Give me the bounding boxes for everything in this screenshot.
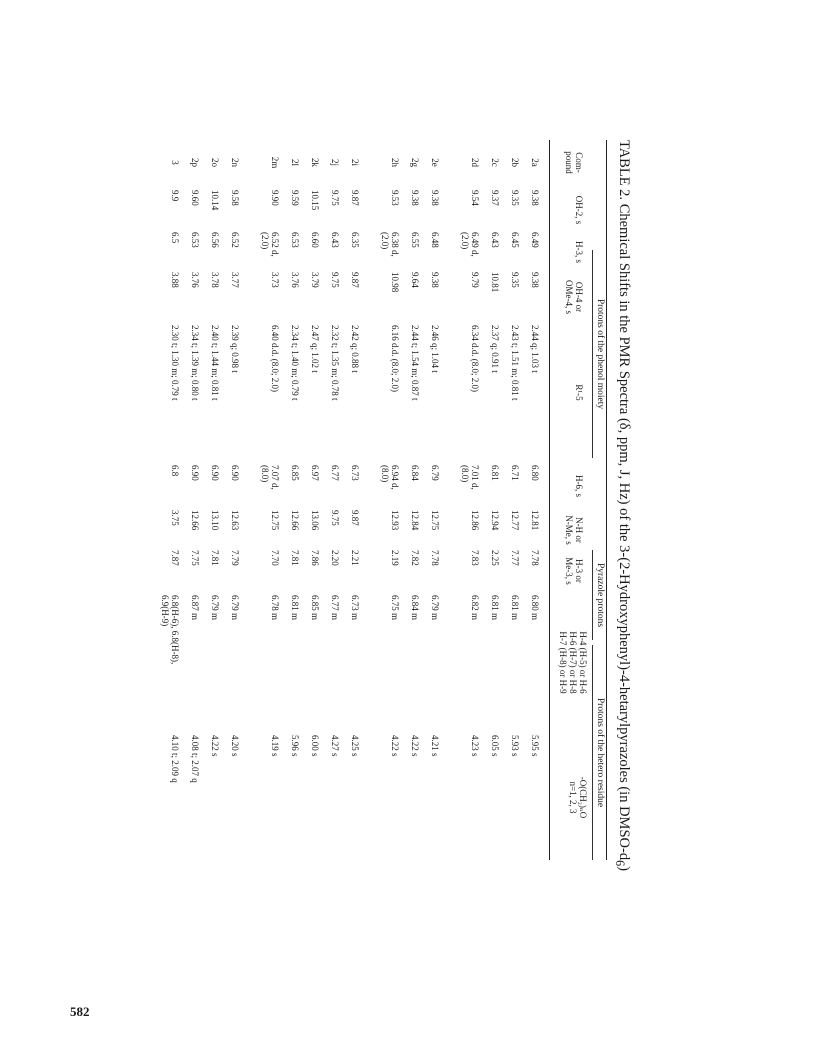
table-cell: 10.14 xyxy=(210,190,220,211)
caption-suffix: ) xyxy=(616,866,632,871)
table-cell: 2.30 t; 1.30 m; 0.79 t xyxy=(170,325,180,401)
table-cell: 9.38 xyxy=(410,190,420,206)
table-cell: 12.63 xyxy=(230,510,240,531)
table-cell: 6.81 m xyxy=(490,595,500,621)
table-cell: 3.76 xyxy=(290,272,300,288)
table-cell: 3.77 xyxy=(230,272,240,288)
table-cell: 4.20 s xyxy=(230,735,240,757)
table-cell: 9.35 xyxy=(510,272,520,288)
table-cell: 6.8(H-6), 6.8(H-8), 6.9(H-9) xyxy=(160,595,180,665)
table-cell: 3.79 xyxy=(310,272,320,288)
table-cell: 12.66 xyxy=(190,510,200,531)
table-cell: 6.34 d.d. (8.0; 2.0) xyxy=(470,325,480,392)
table-cell: 9.37 xyxy=(490,190,500,206)
caption-prefix: TABLE 2. xyxy=(616,140,632,201)
table-cell: 6.45 xyxy=(510,232,520,248)
table-cell: 6.90 xyxy=(190,465,200,481)
rotated-table-page xyxy=(160,140,632,871)
table-cell: 9.38 xyxy=(530,190,540,206)
table-top-rule xyxy=(606,140,607,860)
table-cell: 2.39 q; 0.98 t xyxy=(230,325,240,373)
table-cell: 6.79 m xyxy=(210,595,220,621)
table-cell: 10.98 xyxy=(390,272,400,293)
table-cell: 2.44 t; 1.54 m; 0.87 t xyxy=(410,325,420,401)
table-cell: 12.94 xyxy=(490,510,500,531)
table-cell: 4.23 s xyxy=(470,735,480,757)
table-cell: 7.77 xyxy=(510,550,520,566)
table-cell: 6.49 xyxy=(530,232,540,248)
compound-cell: 2l xyxy=(290,158,300,166)
table-cell: 5.95 s xyxy=(530,735,540,757)
table-cell: 6.79 m xyxy=(230,595,240,621)
table-cell: 9.38 xyxy=(430,272,440,288)
table-cell: 6.77 xyxy=(330,465,340,481)
column-header-hetero-aromatic: H-4 (H-5) or H-6 H-6 (H-7) or H-8 H-7 (H-8) or H-9 xyxy=(558,631,588,694)
compound-cell: 2p xyxy=(190,158,200,167)
table-cell: 6.87 m xyxy=(190,595,200,621)
table-cell: 2.21 xyxy=(350,550,360,566)
table-cell: 9.60 xyxy=(190,190,200,206)
table-cell: 6.52 xyxy=(230,232,240,248)
table-cell: 6.73 m xyxy=(350,595,360,621)
compound-cell: 2m xyxy=(270,156,280,169)
table-cell: 2.32 t; 1.35 m; 0.78 t xyxy=(330,325,340,401)
table-cell: 9.53 xyxy=(390,190,400,206)
table-cell: 4.19 s xyxy=(270,735,280,757)
table-cell: 7.01 d, (8.0) xyxy=(460,465,480,490)
table-cell: 9.87 xyxy=(350,510,360,526)
caption-text: Chemical Shifts in the PMR Spectra (δ, ppm, J, Hz) of the 3-(2-Hydroxyphenyl)-4-hetarylpyrazoles (in DMSO-d xyxy=(616,203,632,861)
table-cell: 4.22 s xyxy=(210,735,220,757)
table-cell: 6.84 xyxy=(410,465,420,481)
table-cell: 7.78 xyxy=(530,550,540,566)
table-cell: 6.79 xyxy=(430,465,440,481)
table-cell: 6.43 xyxy=(330,232,340,248)
table-cell: 7.83 xyxy=(470,550,480,566)
column-header-ocho: -O(CH₂)ₙO n=1, 2, 3 xyxy=(568,776,588,819)
table-cell: 10.81 xyxy=(490,272,500,293)
table-cell: 9.75 xyxy=(330,272,340,288)
table-cell: 6.80 xyxy=(530,465,540,481)
compound-cell: 2i xyxy=(350,158,360,166)
table-cell: 2.25 xyxy=(490,550,500,566)
table-cell: 9.87 xyxy=(350,190,360,206)
column-header-compound: Com- pound xyxy=(564,151,584,174)
table-cell: 4.27 s xyxy=(330,735,340,757)
column-header-oh-2: OH-2, s xyxy=(574,195,584,225)
table-cell: 7.70 xyxy=(270,550,280,566)
compound-cell: 2b xyxy=(510,158,520,167)
table-cell: 6.80 m xyxy=(530,595,540,621)
table-cell: 13.06 xyxy=(310,510,320,531)
table-cell: 6.85 xyxy=(290,465,300,481)
group-header-hetero: Protons of the hetero residue xyxy=(595,697,605,808)
table-cell: 9.87 xyxy=(350,272,360,288)
table-cell: 2.37 q; 0.91 t xyxy=(490,325,500,373)
table-cell: 6.85 m xyxy=(310,595,320,621)
column-header-h-3: H-3, s xyxy=(574,241,584,263)
table-cell: 7.78 xyxy=(430,550,440,566)
table-cell: 9.79 xyxy=(470,272,480,288)
group-rule-hetero xyxy=(592,645,593,860)
column-header-h3-me3: H-3 or Me-3, s xyxy=(564,557,584,585)
table-cell: 6.00 s xyxy=(310,735,320,757)
table-cell: 6.79 m xyxy=(430,595,440,621)
table-cell: 4.08 t; 2.07 q xyxy=(190,735,200,783)
table-cell: 9.38 xyxy=(530,272,540,288)
table-cell: 9.75 xyxy=(330,510,340,526)
compound-cell: 2e xyxy=(430,158,440,167)
table-cell: 6.35 xyxy=(350,232,360,248)
column-header-oh-4-ome-4: OH-4 or OMe-4, s xyxy=(564,280,584,314)
table-cell: 6.43 xyxy=(490,232,500,248)
table-cell: 12.75 xyxy=(270,510,280,531)
table-cell: 6.05 s xyxy=(490,735,500,757)
table-cell: 6.5 xyxy=(170,232,180,244)
table-cell: 6.71 xyxy=(510,465,520,481)
table-cell: 6.97 xyxy=(310,465,320,481)
table-cell: 2.43 t; 1.51 m; 0.81 t xyxy=(510,325,520,401)
table-cell: 7.75 xyxy=(190,550,200,566)
table-cell: 2.20 xyxy=(330,550,340,566)
table-cell: 12.77 xyxy=(510,510,520,531)
table-cell: 6.82 m xyxy=(470,595,480,621)
table-cell: 6.81 xyxy=(490,465,500,481)
table-cell: 6.75 m xyxy=(390,595,400,621)
table-cell: 7.81 xyxy=(290,550,300,566)
compound-cell: 3 xyxy=(170,160,180,165)
group-rule-pyrazole xyxy=(592,550,593,640)
compound-cell: 2n xyxy=(230,158,240,167)
table-cell: 12.75 xyxy=(430,510,440,531)
table-cell: 4.10 t; 2.09 q xyxy=(170,735,180,783)
table-cell: 2.19 xyxy=(390,550,400,566)
table-cell: 6.84 m xyxy=(410,595,420,621)
table-cell: 12.84 xyxy=(410,510,420,531)
table-cell: 7.86 xyxy=(310,550,320,566)
table-cell: 2.34 t; 1.40 m; 0.79 t xyxy=(290,325,300,401)
compound-cell: 2c xyxy=(490,158,500,167)
compound-cell: 2j xyxy=(330,158,340,166)
table-cell: 6.52 d, (2.0) xyxy=(260,232,280,257)
table-cell: 3.78 xyxy=(210,272,220,288)
table-cell: 4.22 s xyxy=(390,735,400,757)
table-cell: 9.9 xyxy=(170,190,180,202)
column-header-r1-5: R¹-5 xyxy=(574,384,584,401)
table-cell: 9.58 xyxy=(230,190,240,206)
table-cell: 5.93 s xyxy=(510,735,520,757)
table-cell: 6.53 xyxy=(290,232,300,248)
table-cell: 12.86 xyxy=(470,510,480,531)
table-cell: 6.77 m xyxy=(330,595,340,621)
table-cell: 3.75 xyxy=(170,510,180,526)
compound-cell: 2k xyxy=(310,158,320,167)
table-cell: 6.53 xyxy=(190,232,200,248)
table-cell: 4.25 s xyxy=(350,735,360,757)
table-cell: 7.87 xyxy=(170,550,180,566)
table-cell: 6.38 d, (2.0) xyxy=(380,232,400,257)
table-cell: 7.07 d, (8.0) xyxy=(260,465,280,490)
group-header-pyrazole: Pyrazole protons xyxy=(595,562,605,628)
table-caption xyxy=(608,140,632,871)
compound-cell: 2h xyxy=(390,158,400,167)
table-cell: 13.10 xyxy=(210,510,220,531)
table-cell: 4.21 s xyxy=(430,735,440,757)
compound-cell: 2a xyxy=(530,158,540,167)
table-cell: 6.90 xyxy=(230,465,240,481)
table-cell: 7.79 xyxy=(230,550,240,566)
table-cell: 3.88 xyxy=(170,272,180,288)
compound-cell: 2g xyxy=(410,158,420,167)
table-cell: 6.40 d.d. (8.0; 2.0) xyxy=(270,325,280,392)
table-cell: 6.60 xyxy=(310,232,320,248)
table-cell: 2.40 t; 1.44 m; 0.81 t xyxy=(210,325,220,401)
table-cell: 12.93 xyxy=(390,510,400,531)
header-bottom-rule xyxy=(549,140,550,860)
table-cell: 6.49 d, (2.0) xyxy=(460,232,480,257)
table-cell: 9.38 xyxy=(430,190,440,206)
table-cell: 2.47 q; 1.02 t xyxy=(310,325,320,373)
table-cell: 5.96 s xyxy=(290,735,300,757)
table-cell: 9.54 xyxy=(470,190,480,206)
table-cell: 6.81 m xyxy=(290,595,300,621)
table-cell: 7.81 xyxy=(210,550,220,566)
table-cell: 12.81 xyxy=(530,510,540,531)
column-header-h-6: H-6, s xyxy=(574,475,584,497)
table-cell: 7.82 xyxy=(410,550,420,566)
table-cell: 9.35 xyxy=(510,190,520,206)
table-cell: 9.90 xyxy=(270,190,280,206)
compound-cell: 2o xyxy=(210,158,220,167)
table-cell: 12.66 xyxy=(290,510,300,531)
table-cell: 6.56 xyxy=(210,232,220,248)
table-cell: 3.76 xyxy=(190,272,200,288)
table-cell: 6.48 xyxy=(430,232,440,248)
table-cell: 10.15 xyxy=(310,190,320,211)
table-cell: 9.64 xyxy=(410,272,420,288)
table-cell: 6.78 m xyxy=(270,595,280,621)
table-cell: 9.59 xyxy=(290,190,300,206)
table-cell: 6.73 xyxy=(350,465,360,481)
table-cell: 6.8 xyxy=(170,465,180,477)
table-cell: 2.42 q; 0.88 t xyxy=(350,325,360,373)
table-cell: 6.55 xyxy=(410,232,420,248)
group-header-phenol: Protons of the phenol moiety xyxy=(595,298,605,410)
compound-cell: 2d xyxy=(470,158,480,167)
page-number: 582 xyxy=(70,1004,90,1019)
table-cell: 2.46 q; 1.04 t xyxy=(430,325,440,373)
column-header-nh-nme: N-H or N-Me, s xyxy=(564,515,584,545)
table-cell: 2.44 q; 1.03 t xyxy=(530,325,540,373)
caption-subscript: 6 xyxy=(613,860,628,867)
group-rule-phenol xyxy=(592,250,593,458)
table-cell: 9.75 xyxy=(330,190,340,206)
table-cell: 6.81 m xyxy=(510,595,520,621)
table-cell: 4.22 s xyxy=(410,735,420,757)
table-cell: 6.90 xyxy=(210,465,220,481)
table-cell: 3.73 xyxy=(270,272,280,288)
table-cell: 6.94 d, (8.0) xyxy=(380,465,400,490)
table-cell: 2.34 t; 1.39 m; 0.80 t xyxy=(190,325,200,401)
table-cell: 6.16 d.d. (8.0; 2.0) xyxy=(390,325,400,392)
